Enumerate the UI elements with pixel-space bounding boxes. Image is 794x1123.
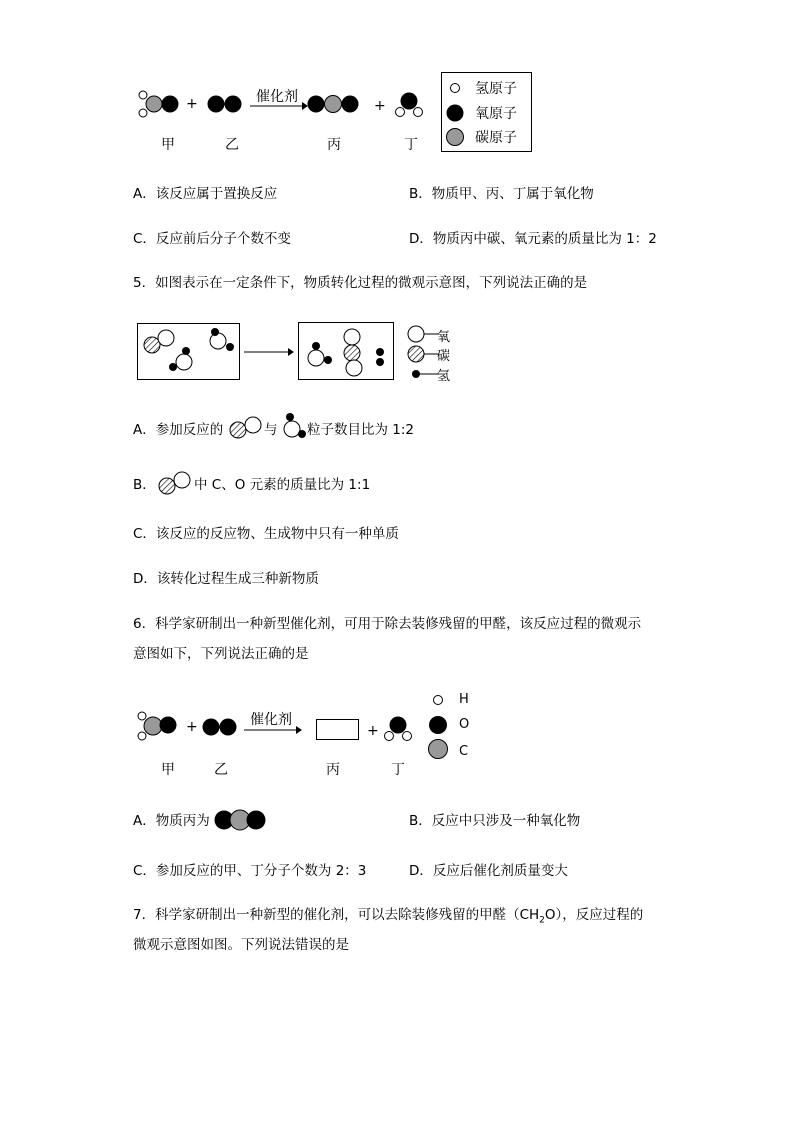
plus-sign: + <box>374 98 386 114</box>
q5-option-d: D．该转化过程生成三种新物质 <box>133 571 319 587</box>
reaction-arrow <box>250 101 310 111</box>
q5-option-b-pre: B． <box>133 477 156 493</box>
carbon-atom-icon <box>445 127 465 147</box>
legend-o: O <box>459 717 470 732</box>
q6-option-d: D．反应后催化剂质量变大 <box>409 863 568 879</box>
q5-stem: 5．如图表示在一定条件下，物质转化过程的微观示意图，下列说法正确的是 <box>133 275 588 291</box>
plus-sign: + <box>186 96 198 112</box>
plus-sign: + <box>367 723 379 739</box>
q7-stem-post: O），反应过程的 <box>544 907 644 923</box>
q6-option-b: B．反应中只涉及一种氧化物 <box>409 813 581 829</box>
molecule-ding-2 <box>384 712 424 752</box>
q5-option-a-mid: 与 <box>264 422 278 438</box>
reaction-arrow <box>244 725 304 735</box>
co2-molecule-icon <box>214 808 270 832</box>
q7-stem-line2: 微观示意图如图。下列说法错误的是 <box>133 937 349 953</box>
legend-oxygen: 氧原子 <box>475 106 517 122</box>
oxygen-atom-icon <box>428 715 448 735</box>
q7-stem-line1 <box>133 906 643 930</box>
label-bing: 丙 <box>326 762 340 778</box>
legend-carbon: 碳原子 <box>475 130 517 146</box>
catalyst-label: 催化剂 <box>256 89 298 105</box>
molecule-jia-2 <box>134 707 194 747</box>
co-molecule-icon <box>158 472 192 496</box>
q7-stem-pre: 7．科学家研制出一种新型的催化剂，可以去除装修残留的甲醛（CH <box>133 907 540 923</box>
q6-option-a-text: A．物质丙为 <box>133 813 210 829</box>
hydrogen-atom-icon <box>448 81 462 95</box>
conversion-arrow <box>244 347 294 357</box>
blank-product-box <box>316 719 359 740</box>
label-ding: 丁 <box>391 762 405 778</box>
q5-option-c: C．该反应的反应物、生成物中只有一种单质 <box>133 526 399 542</box>
label-jia: 甲 <box>161 762 175 778</box>
before-molecules <box>137 323 238 378</box>
molecule-yi-2 <box>201 717 241 747</box>
subscript-two: 2 <box>539 915 545 926</box>
q5-option-b-post: 中 C、O 元素的质量比为 1:1 <box>194 477 371 493</box>
legend-h: H <box>459 692 469 707</box>
oxygen-atom-icon <box>445 103 465 123</box>
q4-option-b: B．物质甲、丙、丁属于氧化物 <box>409 186 594 202</box>
q5-option-a-post: 粒子数目比为 1:2 <box>307 422 415 438</box>
q4-option-a: A．该反应属于置换反应 <box>133 186 278 202</box>
label-yi: 乙 <box>225 137 239 153</box>
label-jia: 甲 <box>161 137 175 153</box>
q4-option-c: C．反应前后分子个数不变 <box>133 231 291 247</box>
co-molecule-icon <box>229 417 261 439</box>
q5-option-a-pre: A．参加反应的 <box>133 422 224 438</box>
molecule-yi-1 <box>206 94 246 124</box>
q6-stem-line2: 意图如下，下列说法正确的是 <box>133 646 309 662</box>
legend-carbon-label: 碳 <box>437 349 451 364</box>
plus-sign: + <box>186 719 198 735</box>
hydrogen-atom-icon <box>431 693 445 707</box>
legend-hydrogen: 氢原子 <box>475 81 517 97</box>
legend-c: C <box>459 744 469 759</box>
q6-option-c: C．参加反应的甲、丁分子个数为 2：3 <box>133 863 367 879</box>
label-bing: 丙 <box>327 137 341 153</box>
water-molecule-icon <box>280 412 306 440</box>
carbon-atom-icon <box>427 738 449 760</box>
label-yi: 乙 <box>214 762 228 778</box>
legend-oxygen-label: 氧 <box>437 330 451 345</box>
catalyst-label: 催化剂 <box>250 712 292 728</box>
legend-hydrogen-label: 氢 <box>437 369 451 384</box>
q4-option-d: D．物质丙中碳、氧元素的质量比为 1：2 <box>409 231 657 247</box>
q6-stem-line1: 6．科学家研制出一种新型催化剂，可用于除去装修残留的甲醛，该反应过程的微观示 <box>133 616 642 632</box>
molecule-bing-1 <box>306 94 366 124</box>
after-molecules <box>298 322 392 378</box>
label-ding: 丁 <box>404 137 418 153</box>
molecule-ding-1 <box>394 88 434 128</box>
